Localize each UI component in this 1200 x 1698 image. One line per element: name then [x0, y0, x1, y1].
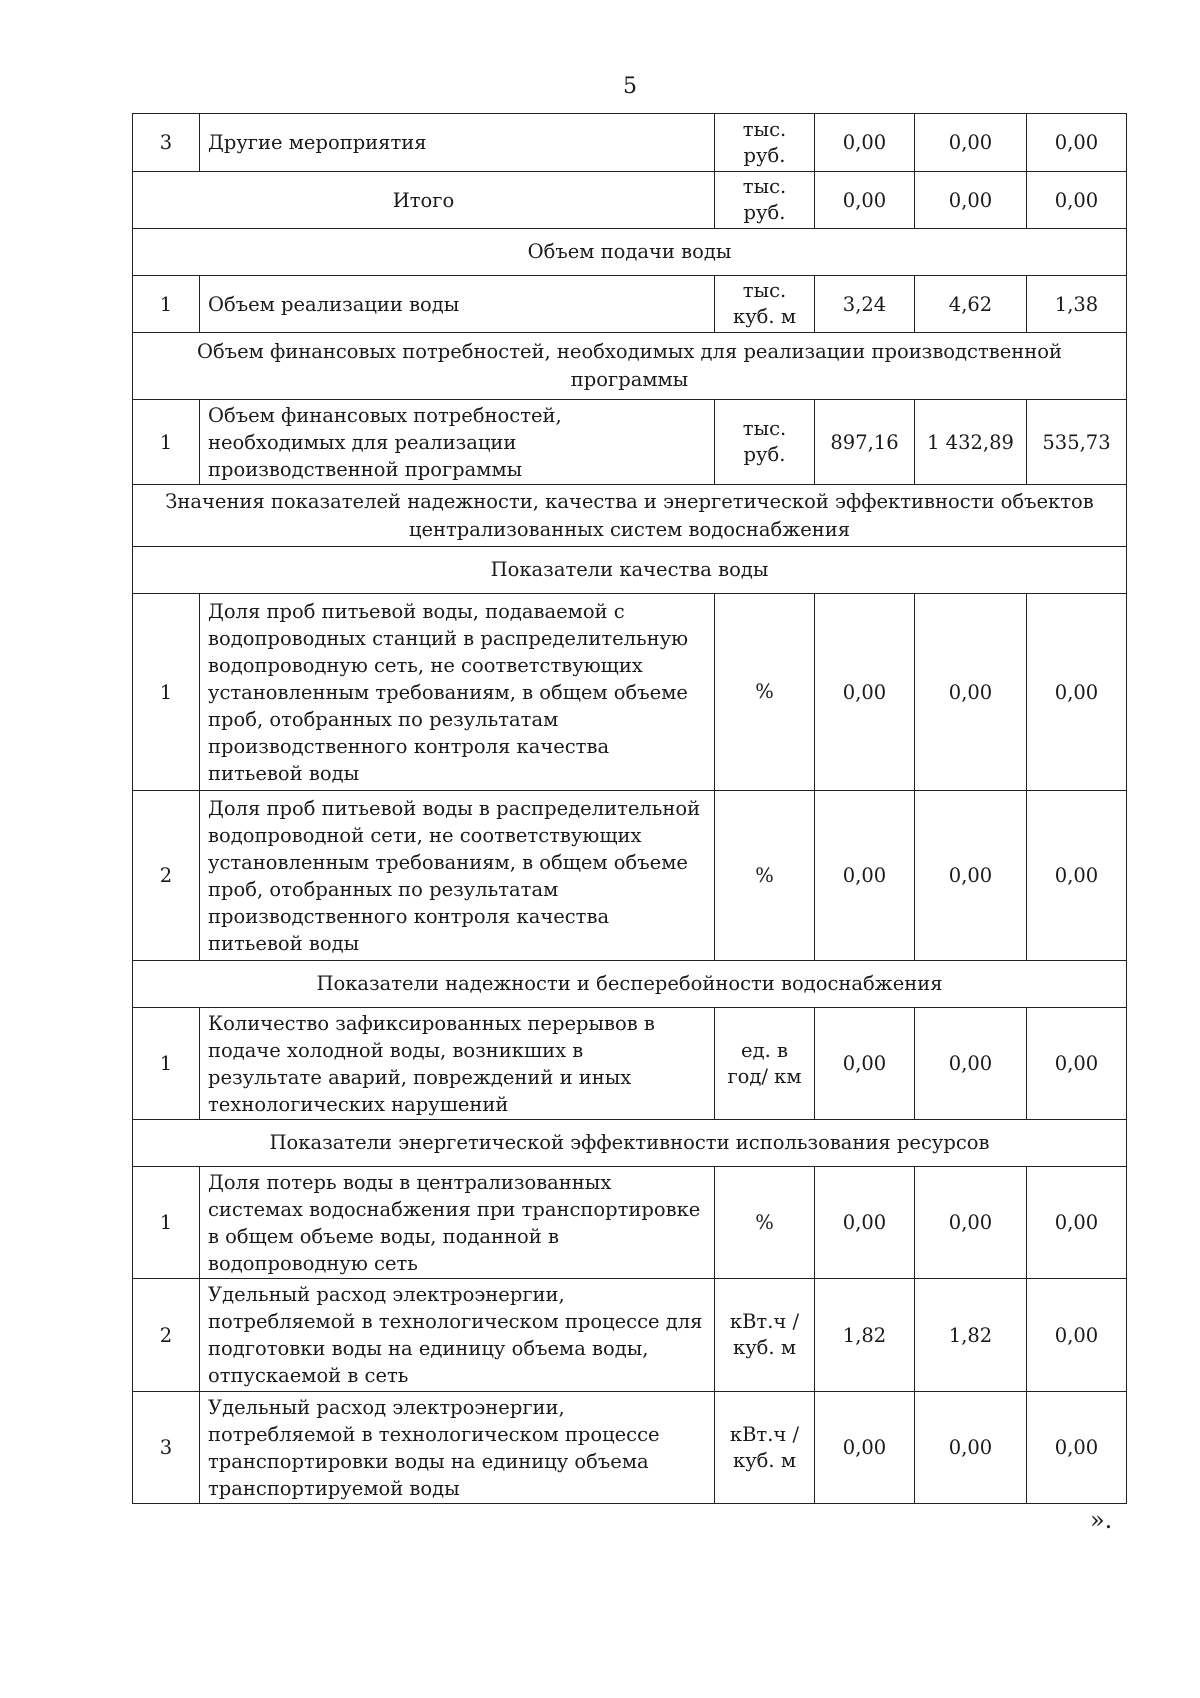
- value-column-1: 0,00: [815, 114, 915, 172]
- value-column-1: 1,82: [815, 1279, 915, 1392]
- value-column-3: 535,73: [1027, 400, 1127, 485]
- unit-of-measure: ед. в год/ км: [715, 1008, 815, 1120]
- row-number: 1: [133, 1167, 200, 1279]
- indicator-name: Доля проб питьевой воды, подаваемой с водопроводных станций в распределительную водопроводную сеть, не соответствующих установленным требованиям, в общем объеме проб, отобранных по результатам производственного контроля качества питьевой воды: [200, 594, 715, 791]
- value-column-1: 0,00: [815, 1167, 915, 1279]
- section-header-row: [133, 1120, 1127, 1167]
- row-number: 1: [133, 594, 200, 791]
- indicator-name: Доля проб питьевой воды в распределительной водопроводной сети, не соответствующих установленным требованиям, в общем объеме проб, отобранных по результатам производственного контроля качества питьевой воды: [200, 791, 715, 961]
- value-column-3: 0,00: [1027, 594, 1127, 791]
- value-column-3: 0,00: [1027, 1279, 1127, 1392]
- indicator-name: Объем финансовых потребностей, необходимых для реализации производственной программы: [200, 400, 715, 485]
- value-column-1: 3,24: [815, 276, 915, 333]
- table-row: [133, 276, 1127, 333]
- unit-of-measure: тыс. куб. м: [715, 276, 815, 333]
- indicator-name: Количество зафиксированных перерывов в подаче холодной воды, возникших в результате аварий, повреждений и иных технологических нарушений: [200, 1008, 715, 1120]
- value-column-2: 0,00: [915, 594, 1027, 791]
- value-column-3: 0,00: [1027, 114, 1127, 172]
- value-column-3: 0,00: [1027, 1167, 1127, 1279]
- row-number: 2: [133, 1279, 200, 1392]
- value-column-1: 0,00: [815, 1008, 915, 1120]
- value-column-2: 0,00: [915, 1167, 1027, 1279]
- section-header-row: [133, 333, 1127, 400]
- unit-of-measure: %: [715, 1167, 815, 1279]
- table-row: [133, 594, 1127, 791]
- value-column-2: 4,62: [915, 276, 1027, 333]
- value-column-2: 0,00: [915, 1008, 1027, 1120]
- value-column-1: 0,00: [815, 172, 915, 229]
- row-number: 1: [133, 1008, 200, 1120]
- section-title: Показатели надежности и бесперебойности водоснабжения: [133, 961, 1127, 1008]
- row-number: 3: [133, 1392, 200, 1504]
- table-row: [133, 791, 1127, 961]
- unit-of-measure: тыс. руб.: [715, 114, 815, 172]
- indicators-table: [132, 113, 1127, 1504]
- unit-of-measure: кВт.ч / куб. м: [715, 1279, 815, 1392]
- row-number: 1: [133, 276, 200, 333]
- indicator-name: Другие мероприятия: [200, 114, 715, 172]
- value-column-1: 897,16: [815, 400, 915, 485]
- section-title: Значения показателей надежности, качества и энергетической эффективности объектов централизованных систем водоснабжения: [133, 485, 1127, 547]
- table-body: [133, 114, 1127, 1504]
- unit-of-measure: тыс. руб.: [715, 172, 815, 229]
- row-number: 2: [133, 791, 200, 961]
- value-column-2: 0,00: [915, 114, 1027, 172]
- row-number: 3: [133, 114, 200, 172]
- section-header-row: [133, 547, 1127, 594]
- value-column-3: 0,00: [1027, 1392, 1127, 1504]
- table-row: [133, 1392, 1127, 1504]
- total-label: Итого: [133, 172, 715, 229]
- value-column-2: 0,00: [915, 1392, 1027, 1504]
- unit-of-measure: %: [715, 594, 815, 791]
- value-column-2: 1 432,89: [915, 400, 1027, 485]
- section-title: Объем подачи воды: [133, 229, 1127, 276]
- value-column-1: 0,00: [815, 791, 915, 961]
- indicator-name: Удельный расход электроэнергии, потребляемой в технологическом процессе транспортировки воды на единицу объема транспортируемой воды: [200, 1392, 715, 1504]
- indicator-name: Доля потерь воды в централизованных системах водоснабжения при транспортировке в общем объеме воды, поданной в водопроводную сеть: [200, 1167, 715, 1279]
- section-header-row: [133, 229, 1127, 276]
- value-column-2: 1,82: [915, 1279, 1027, 1392]
- table-row: [133, 114, 1127, 172]
- table-row: [133, 1008, 1127, 1120]
- closing-quote-mark: ».: [1090, 1506, 1113, 1534]
- unit-of-measure: %: [715, 791, 815, 961]
- total-row: [133, 172, 1127, 229]
- value-column-1: 0,00: [815, 594, 915, 791]
- section-header-row: [133, 961, 1127, 1008]
- value-column-3: 0,00: [1027, 791, 1127, 961]
- table-row: [133, 1279, 1127, 1392]
- unit-of-measure: тыс. руб.: [715, 400, 815, 485]
- unit-of-measure: кВт.ч / куб. м: [715, 1392, 815, 1504]
- section-title: Показатели энергетической эффективности использования ресурсов: [133, 1120, 1127, 1167]
- page-number: 5: [623, 74, 637, 99]
- section-title: Показатели качества воды: [133, 547, 1127, 594]
- table-row: [133, 1167, 1127, 1279]
- indicator-name: Удельный расход электроэнергии, потребляемой в технологическом процессе для подготовки воды на единицу объема воды, отпускаемой в сеть: [200, 1279, 715, 1392]
- value-column-1: 0,00: [815, 1392, 915, 1504]
- table-row: [133, 400, 1127, 485]
- section-header-row: [133, 485, 1127, 547]
- value-column-2: 0,00: [915, 791, 1027, 961]
- value-column-2: 0,00: [915, 172, 1027, 229]
- section-title: Объем финансовых потребностей, необходимых для реализации производственной программы: [133, 333, 1127, 400]
- value-column-3: 0,00: [1027, 1008, 1127, 1120]
- value-column-3: 0,00: [1027, 172, 1127, 229]
- indicator-name: Объем реализации воды: [200, 276, 715, 333]
- value-column-3: 1,38: [1027, 276, 1127, 333]
- row-number: 1: [133, 400, 200, 485]
